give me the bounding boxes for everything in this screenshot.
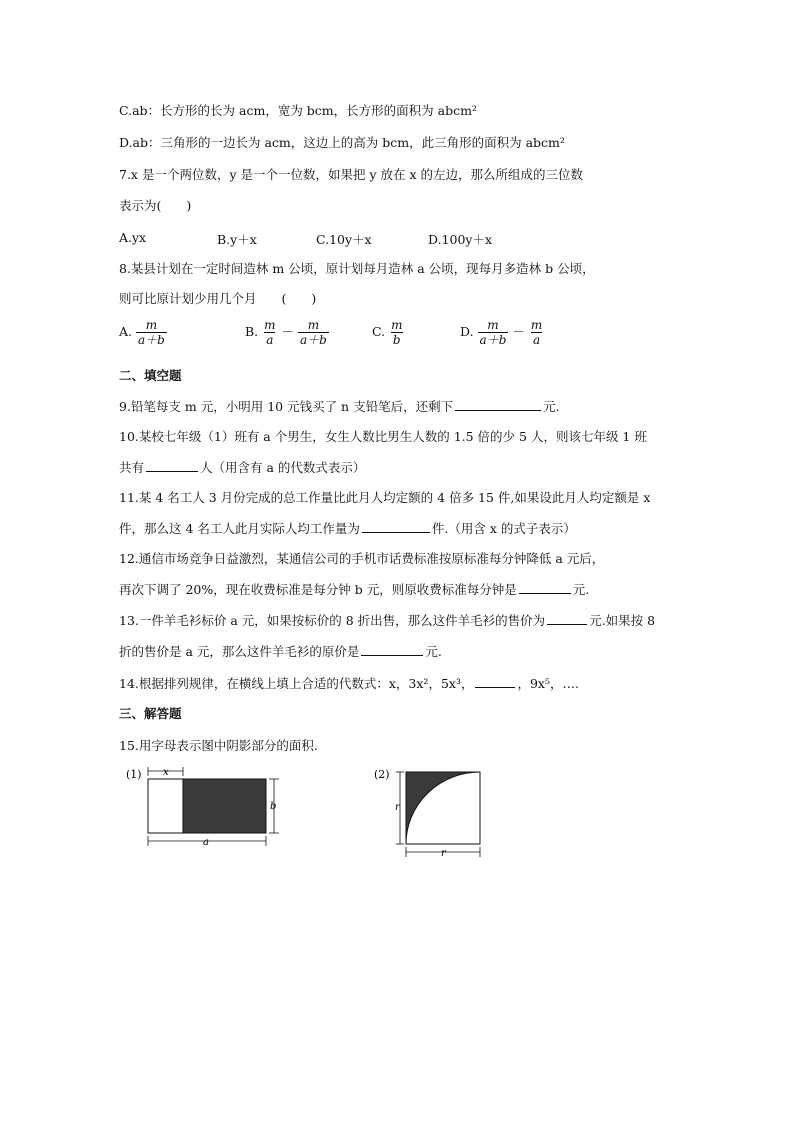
figure-1-b-label: b bbox=[270, 801, 277, 812]
question-10-text: 10.某校七年级（1）班有 a 个男生，女生人数比男生人数的 1.5 倍的少 5 人，则该七年级 1 班 bbox=[119, 429, 647, 444]
minus-sign: － bbox=[512, 324, 525, 339]
question-14 bbox=[119, 675, 579, 692]
question-13-prefix: 13.一件羊毛衫标价 a 元，如果按标价的 8 折出售，那么这件羊毛衫的售价为 bbox=[119, 613, 546, 628]
q7-option-d: D.100y＋x bbox=[428, 232, 493, 247]
figure-1-shaded-region bbox=[183, 779, 266, 833]
question-13 bbox=[119, 612, 655, 629]
minus-sign: － bbox=[281, 324, 295, 339]
q8-option-c bbox=[372, 318, 404, 347]
question-14-suffix: ，9x⁵，…. bbox=[517, 676, 579, 691]
answer-blank[interactable] bbox=[547, 612, 587, 625]
figure-1-x-label: x bbox=[163, 767, 169, 778]
question-9-text: 9.铅笔每支 m 元，小明用 10 元钱买了 n 支铅笔后，还剩下 bbox=[119, 399, 454, 414]
q8-option-a-label: A. bbox=[119, 324, 133, 339]
q8-option-b-label: B. bbox=[245, 324, 259, 339]
question-8-text: 8.某县计划在一定时间造林 m 公顷，原计划每月造林 a 公顷，现每月多造林 b 公顷， bbox=[119, 261, 595, 276]
answer-blank[interactable] bbox=[362, 520, 430, 533]
question-11-suffix: 件.（用含 x 的式子表示） bbox=[431, 521, 576, 536]
question-11-prefix: 件，那么这 4 名工人此月实际人均工作量为 bbox=[119, 521, 360, 536]
figure-1-rectangle bbox=[124, 764, 284, 852]
question-10-prefix: 共有 bbox=[119, 460, 145, 475]
section-heading-fill-blank: 二、填空题 bbox=[119, 368, 182, 383]
q7-option-a: A.yx bbox=[119, 230, 147, 245]
fraction: $\frac{m}{a+b}$ bbox=[300, 318, 327, 347]
question-11-text: 11.某 4 名工人 3 月份完成的总工作量比此月人均定额的 4 倍多 15 件,如果设此月人均定额是 x bbox=[119, 490, 651, 505]
fraction: $\frac{m}{b}$ bbox=[391, 318, 403, 347]
answer-blank[interactable] bbox=[146, 459, 198, 472]
question-9 bbox=[119, 398, 560, 415]
answer-blank[interactable] bbox=[475, 675, 515, 688]
question-8-text-2: 则可比原计划少用几个月 ( ) bbox=[119, 291, 317, 306]
figure-1-a-label: a bbox=[203, 837, 209, 848]
question-14-prefix: 14.根据排列规律，在横线上填上合适的代数式：x，3x²，5x³， bbox=[119, 676, 474, 691]
fraction: $\frac{m}{a+b}$ bbox=[479, 318, 507, 347]
fraction: $\frac{m}{a+b}$ bbox=[138, 318, 165, 347]
question-13-line-2 bbox=[119, 643, 442, 660]
fraction: $\frac{m}{a}$ bbox=[530, 318, 543, 347]
question-10-line-2 bbox=[119, 459, 365, 476]
q8-option-b bbox=[245, 318, 329, 347]
figure-2-svg bbox=[372, 766, 492, 860]
fraction: $\frac{m}{a}$ bbox=[264, 318, 276, 347]
figure-2-r-bottom-label: r bbox=[441, 848, 446, 859]
q8-option-a bbox=[119, 318, 167, 347]
figure-1-label: (1) bbox=[126, 768, 142, 781]
q7-option-c: C.10y＋x bbox=[316, 232, 372, 247]
question-11-line-2 bbox=[119, 520, 576, 537]
q8-option-c-label: C. bbox=[372, 324, 386, 339]
figure-1-svg bbox=[124, 764, 284, 852]
figure-2-r-left-label: r bbox=[395, 802, 400, 813]
question-15-text: 15.用字母表示图中阴影部分的面积. bbox=[119, 738, 318, 753]
answer-blank[interactable] bbox=[519, 581, 571, 594]
q8-option-d-label: D. bbox=[460, 324, 474, 339]
question-13-suffix: 元.如果按 8 bbox=[589, 613, 656, 628]
question-12-line-2 bbox=[119, 581, 589, 598]
question-7-text: 7.x 是一个两位数，y 是一个一位数，如果把 y 放在 x 的左边，那么所组成的三位数 bbox=[119, 167, 583, 182]
question-13-prefix-2: 折的售价是 a 元，那么这件羊毛衫的原价是 bbox=[119, 644, 360, 659]
figure-2-quarter-circle bbox=[372, 766, 492, 860]
option-c-ab: C.ab：长方形的长为 acm，宽为 bcm，长方形的面积为 abcm² bbox=[119, 103, 477, 118]
answer-blank[interactable] bbox=[455, 398, 541, 411]
question-9-unit: 元. bbox=[543, 399, 560, 414]
figure-2-label: (2) bbox=[374, 768, 390, 781]
question-12-suffix: 元. bbox=[572, 582, 590, 597]
q7-option-b: B.y＋x bbox=[217, 232, 257, 247]
option-d-ab: D.ab：三角形的一边长为 acm，这边上的高为 bcm，此三角形的面积为 abcm² bbox=[119, 135, 565, 150]
question-10-suffix: 人（用含有 a 的代数式表示） bbox=[200, 460, 366, 475]
question-13-suffix-2: 元. bbox=[425, 644, 442, 659]
section-heading-solve: 三、解答题 bbox=[119, 706, 182, 721]
question-12-prefix: 再次下调了 20%，现在收费标准是每分钟 b 元，则原收费标准每分钟是 bbox=[119, 582, 517, 597]
question-7-text-2: 表示为( ) bbox=[119, 198, 192, 213]
answer-blank[interactable] bbox=[361, 643, 423, 656]
question-12-text: 12.通信市场竞争日益激烈，某通信公司的手机市话费标准按原标准每分钟降低 a 元后， bbox=[119, 551, 605, 566]
q8-option-d bbox=[460, 318, 544, 347]
